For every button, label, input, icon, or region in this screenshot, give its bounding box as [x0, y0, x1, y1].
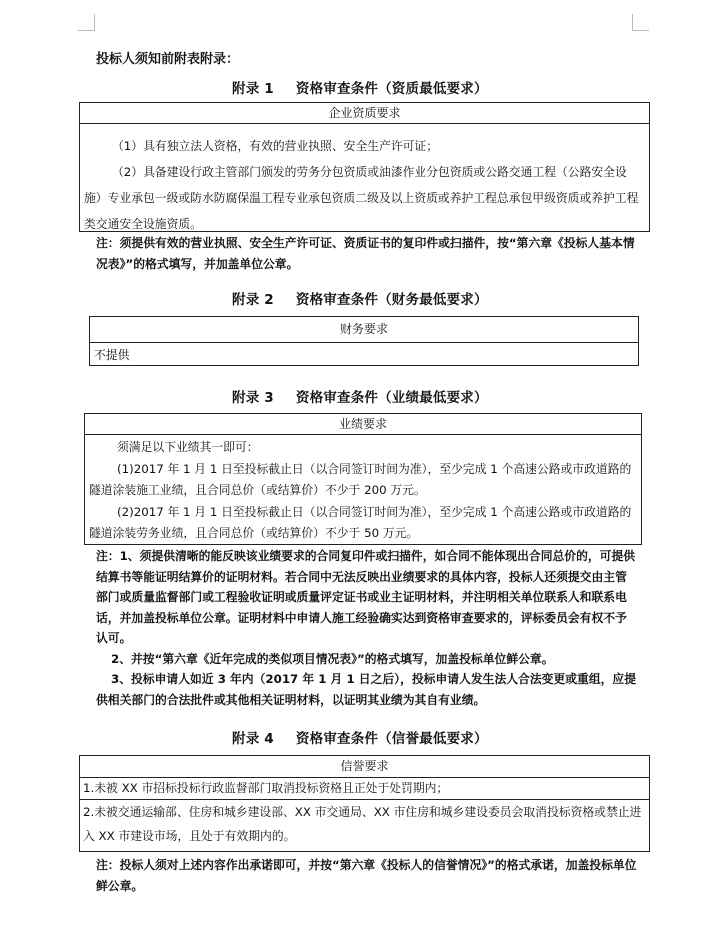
appendix3-title-text: 资格审查条件（业绩最低要求） [295, 390, 488, 406]
appendix3-table-body [85, 435, 641, 545]
appendix3-note-1: 注：1、须提供清晰的能反映该业绩要求的合同复印件或扫描件，如合同不能体现出合同总价的，可提供结算书等能证明结算价的证明材料。若合同中无法反映出业绩要求的具体内容，投标人还须提交由主管部门或质量监督部门或工程验收证明或质量评定证书或业主证明材料，并注明相关单位联系人和联系电话，并加盖投标单位公章。证明材料中申请人施工经验确实达到资格审查要求的，评标委员会有权不予认可。 [96, 549, 636, 645]
appendix2-title [232, 288, 488, 308]
appendix3-title [232, 386, 488, 406]
appendix1-table [79, 102, 650, 232]
appendix4-note: 注：投标人须对上述内容作出承诺即可，并按“第六章《投标人的信誉情况》”的格式承诺，加盖投标单位鲜公章。 [96, 858, 637, 893]
appendix1-table-header: 企业资质要求 [80, 103, 649, 124]
appendix3-notes [96, 546, 638, 710]
appendix3-intro: 须满足以下业绩其一即可： [117, 440, 259, 454]
appendix2-table [89, 316, 639, 366]
appendix3-note-2: 2、并按“第六章《近年完成的类似项目情况表》”的格式填写，加盖投标单位鲜公章。 [111, 651, 554, 666]
appendix1-item-2: （2）具备建设行政主管部门颁发的劳务分包资质或油漆作业分包资质或公路交通工程（公路安全设施）专业承包一级或防水防腐保温工程专业承包资质二级及以上资质或养护工程总承包甲级资质或养护工程类交通安全设施资质。 [84, 165, 639, 231]
appendix3-table-header: 业绩要求 [85, 414, 641, 435]
appendix2-table-header: 财务要求 [90, 317, 638, 343]
appendix4-title-label: 附录 4 [232, 731, 274, 747]
appendix3-note-3: 3、投标申请人如近 3 年内（2017 年 1 月 1 日之后），投标申请人发生法人合法变更或重组，应提供相关部门的合法批件或其他相关证明材料，以证明其业绩为其自有业绩。 [96, 672, 637, 707]
appendix4-title [232, 727, 488, 747]
appendix3-title-label: 附录 3 [232, 390, 274, 406]
appendix1-title [232, 77, 488, 97]
appendix4-item-1: 1.未被 XX 市招标投标行政监督部门取消投标资格且正处于处罚期内； [80, 778, 649, 800]
appendix3-item-1: (1)2017 年 1 月 1 日至投标截止日（以合同签订时间为准），至少完成 1 个高速公路或市政道路的隧道涂装施工业绩，且合同总价（或结算价）不少于 200 万元。 [89, 461, 632, 497]
appendix4-table-header: 信誉要求 [80, 756, 649, 778]
page-corner-mark-left [78, 14, 95, 31]
appendix1-title-text: 资格审查条件（资质最低要求） [295, 81, 488, 97]
appendix1-note: 注：须提供有效的营业执照、安全生产许可证、资质证书的复印件或扫描件，按“第六章《投标人基本情况表》”的格式填写，并加盖单位公章。 [96, 236, 635, 271]
appendix3-item-2: (2)2017 年 1 月 1 日至投标截止日（以合同签订时间为准），至少完成 1 个高速公路或市政道路的隧道涂装劳务业绩，且合同总价（或结算价）不少于 50 万元。 [89, 504, 632, 540]
appendix4-table [79, 755, 650, 852]
appendix4-item-2: 2.未被交通运输部、住房和城乡建设部、XX 市交通局、XX 市住房和城乡建设委员会取消投标资格或禁止进入 XX 市建设市场，且处于有效期内的。 [83, 805, 642, 843]
appendix1-item-1: （1）具有独立法人资格，有效的营业执照、安全生产许可证； [112, 139, 439, 153]
appendix2-title-label: 附录 2 [232, 292, 274, 308]
appendix1-table-body [80, 124, 649, 237]
appendix2-table-content: 不提供 [94, 348, 130, 362]
appendix3-table [84, 413, 642, 545]
appendix4-title-text: 资格审查条件（信誉最低要求） [295, 731, 488, 747]
page-corner-mark-right [632, 14, 649, 31]
doc-heading: 投标人须知前附表附录： [96, 52, 240, 67]
appendix2-title-text: 资格审查条件（财务最低要求） [295, 292, 488, 308]
appendix1-title-label: 附录 1 [232, 81, 274, 97]
